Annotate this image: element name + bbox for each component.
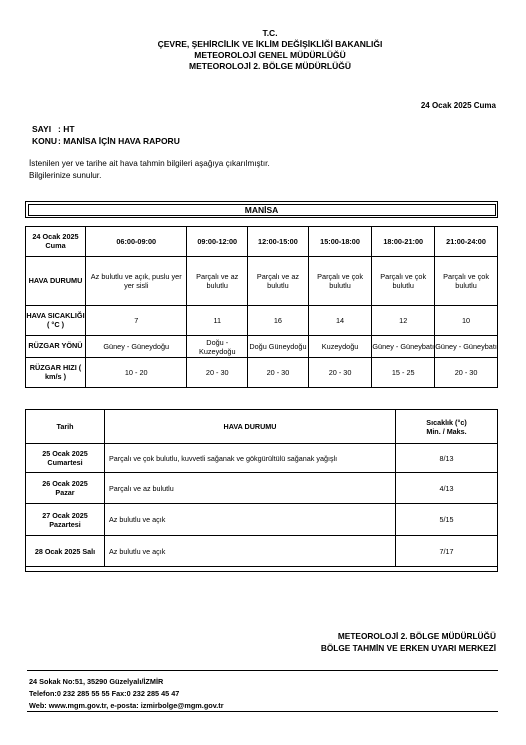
signature-line-1: METEOROLOJİ 2. BÖLGE MÜDÜRLÜĞÜ	[337, 631, 496, 641]
day-weekday: Pazartesi	[49, 519, 81, 529]
period-header: 18:00-21:00	[372, 227, 435, 257]
period-header: 06:00-09:00	[86, 227, 187, 257]
wind-speed-cell: 20 - 30	[435, 358, 498, 388]
report-date: 24 Ocak 2025 Cuma	[420, 101, 496, 110]
day-date: 26 Ocak 2025	[42, 479, 88, 488]
table-row	[26, 536, 498, 567]
col-header-temperature-line-1: Sıcaklık (°c)	[426, 417, 467, 427]
period-header: 21:00-24:00	[435, 227, 498, 257]
day-weather: Az bulutlu ve açık	[105, 504, 396, 536]
footer	[29, 676, 224, 712]
table-row	[26, 444, 498, 473]
row-label-temperature: HAVA SICAKLIĞI ( °C )	[26, 306, 86, 336]
intro-line-1: İstenilen yer ve tarihe ait hava tahmin bilgileri aşağıya çıkarılmıştır.	[29, 159, 270, 168]
table-header-row	[26, 410, 498, 444]
col-header-weather: HAVA DURUMU	[105, 410, 396, 444]
period-header: 09:00-12:00	[187, 227, 248, 257]
day-weather: Az bulutlu ve açık	[105, 536, 396, 567]
intro-text	[29, 158, 270, 182]
table-row	[26, 336, 498, 358]
table-row	[26, 504, 498, 536]
weather-cell: Az bulutlu ve açık, puslu yer yer sisli	[86, 257, 187, 306]
wind-direction-cell: Doğu - Kuzeydoğu	[187, 336, 248, 358]
weather-cell: Parçalı ve çok bulutlu	[308, 257, 371, 306]
temperature-cell: 7	[86, 306, 187, 336]
day-date-cell	[26, 473, 105, 504]
wind-speed-cell: 15 - 25	[372, 358, 435, 388]
day-weekday: Cumartesi	[47, 458, 83, 467]
table-row	[26, 257, 498, 306]
day-date-cell	[26, 504, 105, 536]
wind-direction-cell: Güney - Güneydoğu	[86, 336, 187, 358]
signature-line-2: BÖLGE TAHMİN VE ERKEN UYARI MERKEZİ	[320, 643, 496, 653]
day-temperature: 5/15	[396, 504, 498, 536]
day-weekday: Pazar	[55, 488, 75, 497]
weather-cell: Parçalı ve az bulutlu	[187, 257, 248, 306]
weather-cell: Parçalı ve az bulutlu	[248, 257, 309, 306]
day-date-cell	[26, 444, 105, 473]
table-row	[26, 306, 498, 336]
table-row	[26, 358, 498, 388]
day-date: 27 Ocak 2025	[42, 510, 88, 520]
day-weather: Parçalı ve çok bulutlu, kuvvetli sağanak ve gökgürültülü sağanak yağışlı	[105, 444, 396, 473]
col-header-temperature-line-2: Min. / Maks.	[426, 426, 467, 436]
daily-forecast-table	[25, 409, 498, 572]
intro-line-2: Bilgilerinize sunulur.	[29, 171, 102, 180]
day-date-cell	[26, 536, 105, 567]
table-row	[26, 473, 498, 504]
footer-bottom-divider	[27, 711, 498, 712]
temperature-cell: 16	[248, 306, 309, 336]
header-directorate: METEOROLOJİ GENEL MÜDÜRLÜĞÜ	[194, 50, 346, 60]
report-meta	[32, 123, 180, 147]
col-header-temperature	[396, 410, 498, 444]
wind-direction-cell: Güney - Güneybatı	[372, 336, 435, 358]
day-date: 25 Ocak 2025	[42, 449, 88, 458]
footer-phone: Telefon:0 232 285 55 55 Fax:0 232 285 45 47	[29, 689, 180, 698]
temperature-cell: 11	[187, 306, 248, 336]
day-weather: Parçalı ve az bulutlu	[105, 473, 396, 504]
temperature-cell: 12	[372, 306, 435, 336]
signature-block	[321, 630, 496, 654]
day-temperature: 7/17	[396, 536, 498, 567]
footer-web: Web: www.mgm.gov.tr, e-posta: izmirbolge@mgm.gov.tr	[29, 701, 224, 710]
wind-direction-cell: Güney - Güneybatı	[435, 336, 498, 358]
footer-divider	[27, 670, 498, 671]
city-title: MANİSA	[28, 204, 496, 216]
sayi-value: : HT	[58, 124, 75, 134]
sayi-label: SAYI	[32, 124, 52, 134]
weather-cell: Parçalı ve çok bulutlu	[435, 257, 498, 306]
temperature-cell: 10	[435, 306, 498, 336]
wind-direction-cell: Doğu Güneydoğu	[248, 336, 309, 358]
wind-direction-cell: Kuzeydoğu	[308, 336, 371, 358]
row-label-weather: HAVA DURUMU	[26, 257, 86, 306]
temperature-cell: 14	[308, 306, 371, 336]
hourly-forecast-table	[25, 226, 498, 388]
table-spacer	[26, 567, 498, 572]
header-ministry: ÇEVRE, ŞEHİRCİLİK VE İKLİM DEĞİŞİKLİĞİ BAKANLIĞI	[157, 39, 383, 49]
day-temperature: 8/13	[396, 444, 498, 473]
col-header-date: Tarih	[26, 410, 105, 444]
footer-address: 24 Sokak No:51, 35290 Güzelyalı/İZMİR	[29, 677, 164, 686]
wind-speed-cell: 20 - 30	[248, 358, 309, 388]
table-row	[26, 227, 498, 257]
day-temperature: 4/13	[396, 473, 498, 504]
wind-speed-cell: 20 - 30	[187, 358, 248, 388]
wind-speed-cell: 20 - 30	[308, 358, 371, 388]
weather-cell: Parçalı ve çok bulutlu	[372, 257, 435, 306]
document-header	[0, 28, 526, 72]
hourly-date-cell: 24 Ocak 2025 Cuma	[26, 227, 86, 257]
period-header: 12:00-15:00	[248, 227, 309, 257]
header-line-1: T.C.	[262, 28, 278, 38]
table-spacer-row	[26, 567, 498, 572]
row-label-wind-direction: RÜZGAR YÖNÜ	[26, 336, 86, 358]
row-label-wind-speed: RÜZGAR HIZI ( km/s )	[26, 358, 86, 388]
city-title-box	[25, 201, 498, 218]
konu-value: : MANİSA İÇİN HAVA RAPORU	[58, 136, 180, 146]
wind-speed-cell: 10 - 20	[86, 358, 187, 388]
konu-label: KONU	[32, 136, 58, 146]
period-header: 15:00-18:00	[308, 227, 371, 257]
day-date: 28 Ocak 2025 Salı	[34, 546, 96, 556]
header-regional-directorate: METEOROLOJİ 2. BÖLGE MÜDÜRLÜĞÜ	[189, 61, 351, 71]
